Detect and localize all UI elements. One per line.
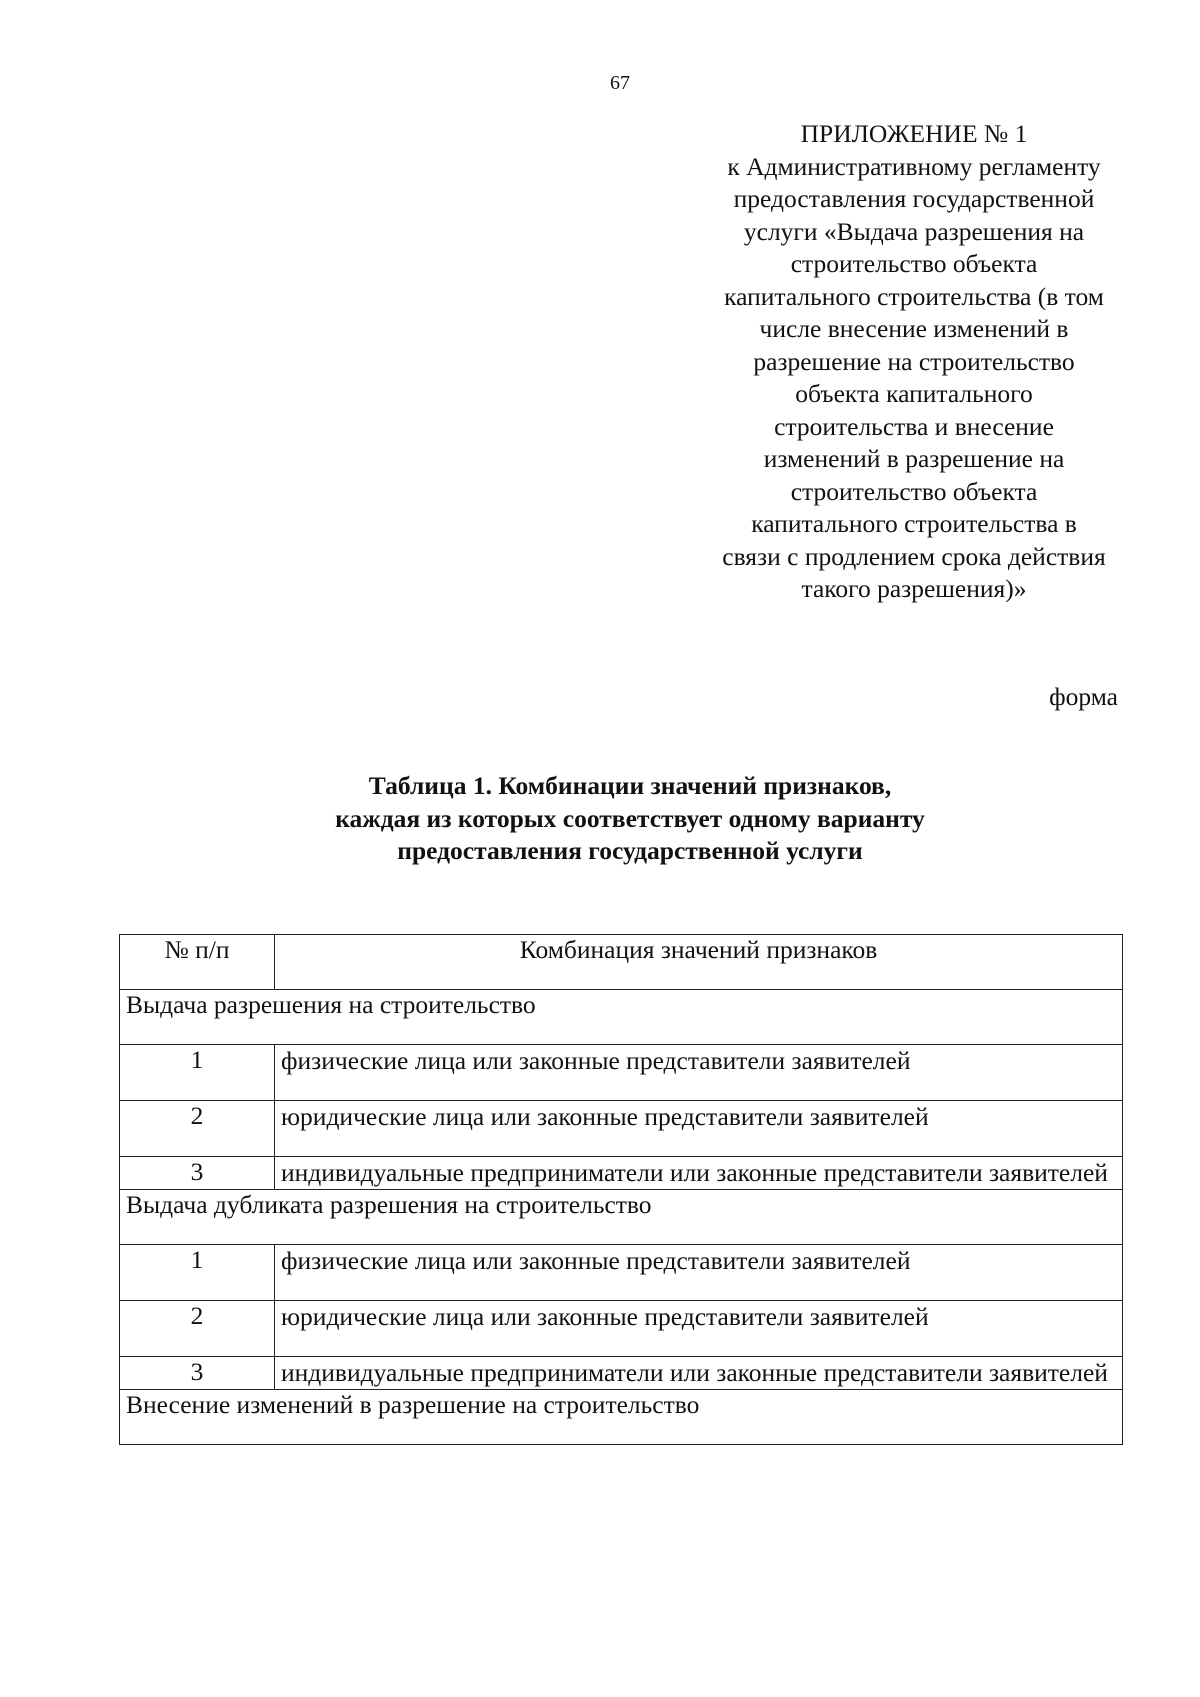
row-text: индивидуальные предприниматели или законные представители заявителей <box>275 1357 1123 1390</box>
row-text: индивидуальные предприниматели или законные представители заявителей <box>275 1157 1123 1190</box>
appendix-line: капитального строительства (в том <box>724 281 1104 311</box>
table-title-line: предоставления государственной услуги <box>397 836 863 865</box>
appendix-line: строительство объекта <box>790 476 1038 506</box>
section-title: Внесение изменений в разрешение на строительство <box>120 1390 1123 1445</box>
row-number: 1 <box>120 1245 275 1301</box>
row-text: физические лица или законные представители заявителей <box>275 1245 1123 1301</box>
section-row <box>120 1390 1123 1445</box>
appendix-line: объекта капитального <box>795 379 1033 408</box>
table-row <box>120 1101 1123 1157</box>
appendix-line: изменений в разрешение на <box>763 444 1065 473</box>
row-number: 1 <box>120 1045 275 1101</box>
header-combination: Комбинация значений признаков <box>275 935 1123 990</box>
table-row <box>120 1157 1123 1190</box>
table-row <box>120 1301 1123 1357</box>
row-text: юридические лица или законные представители заявителей <box>275 1101 1123 1157</box>
appendix-line: разрешение на строительство <box>753 346 1075 376</box>
table-row <box>120 1357 1123 1390</box>
row-number: 2 <box>120 1101 275 1157</box>
table-title <box>110 770 1150 868</box>
table-title-line: Таблица 1. Комбинации значений признаков, <box>368 771 892 800</box>
combinations-table <box>119 934 1123 1445</box>
section-row <box>120 1190 1123 1245</box>
appendix-title: ПРИЛОЖЕНИЕ № 1 <box>800 119 1028 148</box>
table-row <box>120 1045 1123 1101</box>
section-title: Выдача дубликата разрешения на строительство <box>120 1190 1123 1245</box>
appendix-line: строительство объекта <box>790 249 1038 278</box>
section-row <box>120 990 1123 1045</box>
table-title-line: каждая из которых соответствует одному варианту <box>335 803 925 833</box>
row-number: 3 <box>120 1157 275 1190</box>
appendix-line: такого разрешения)» <box>801 574 1027 603</box>
row-text: юридические лица или законные представители заявителей <box>275 1301 1123 1357</box>
form-label: форма <box>1049 682 1118 711</box>
table-header-row <box>120 935 1123 990</box>
row-text: физические лица или законные представители заявителей <box>275 1045 1123 1101</box>
appendix-line: числе внесение изменений в <box>759 314 1069 343</box>
header-number: № п/п <box>120 935 275 990</box>
page-number: 67 <box>610 72 630 94</box>
appendix-line: к Административному регламенту <box>727 151 1101 181</box>
row-number: 2 <box>120 1301 275 1357</box>
section-title: Выдача разрешения на строительство <box>120 990 1123 1045</box>
appendix-line: предоставления государственной <box>733 184 1095 213</box>
appendix-header <box>678 118 1150 606</box>
appendix-line: связи с продлением срока действия <box>722 541 1106 571</box>
row-number: 3 <box>120 1357 275 1390</box>
table-row <box>120 1245 1123 1301</box>
appendix-line: строительства и внесение <box>774 411 1054 441</box>
appendix-line: услуги «Выдача разрешения на <box>743 216 1085 246</box>
appendix-line: капитального строительства в <box>751 509 1077 538</box>
